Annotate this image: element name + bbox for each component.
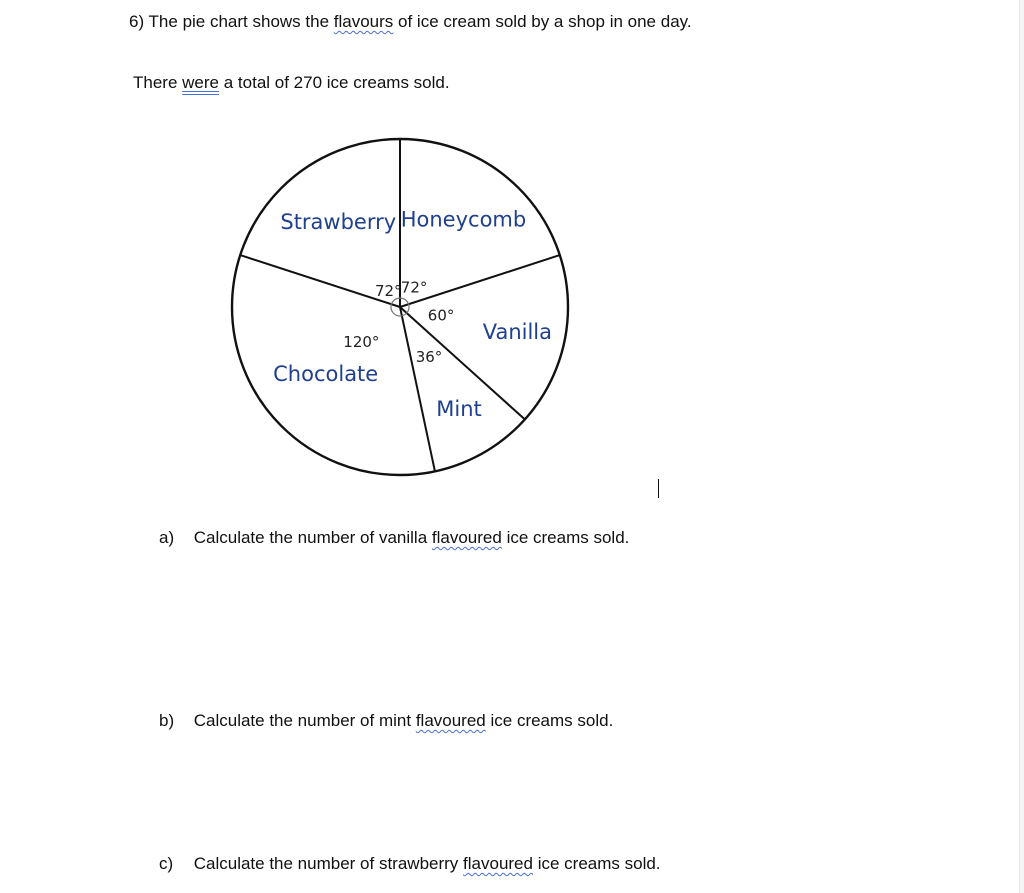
sub-question-a	[159, 528, 629, 548]
pie-angle-label: 36°	[415, 348, 443, 367]
pie-angle-label: 72°	[400, 278, 428, 297]
pie-angle-label: 60°	[427, 306, 455, 325]
spelling-flag-flavoured[interactable]: flavoured	[431, 528, 502, 547]
sub-question-text-start: Calculate the number of vanilla	[193, 528, 428, 547]
sub-question-text-end: ice creams sold.	[506, 528, 630, 547]
sub-question-text-start: Calculate the number of strawberry	[193, 854, 459, 873]
sub-question-letter: c)	[159, 854, 174, 873]
pie-slice-label: Vanilla	[482, 319, 553, 344]
question-text-end: of ice cream sold by a shop in one day.	[398, 12, 692, 31]
sub-question-b	[159, 711, 613, 731]
sub-question-text-start: Calculate the number of mint	[193, 711, 412, 730]
pie-slice-label: Mint	[436, 397, 482, 422]
sub-question-letter: b)	[159, 711, 175, 730]
intro-text-end: a total of 270 ice creams sold.	[223, 73, 450, 92]
intro-text-start: There	[133, 73, 178, 92]
pie-slice-label: Strawberry	[280, 210, 397, 235]
pie-slice-label: Honeycomb	[400, 207, 527, 232]
sub-question-text-end: ice creams sold.	[490, 711, 614, 730]
pie-angle-label: 120°	[343, 332, 380, 351]
spelling-flag-flavoured[interactable]: flavoured	[415, 711, 486, 730]
pie-angle-label: 72°	[374, 281, 402, 300]
spelling-flag-flavoured[interactable]: flavoured	[463, 854, 533, 873]
grammar-flag-were[interactable]: were	[182, 73, 220, 92]
text-cursor	[658, 479, 659, 498]
sub-question-letter: a)	[159, 528, 175, 547]
question-text-start: The pie chart shows the	[148, 12, 330, 31]
pie-slice-boundary	[400, 307, 435, 471]
sub-question-text-end: ice creams sold.	[537, 854, 661, 873]
sub-question-c	[159, 854, 661, 874]
question-number: 6)	[129, 12, 145, 31]
spelling-flag-flavours[interactable]: flavours	[333, 12, 394, 31]
pie-slice-label: Chocolate	[273, 361, 379, 386]
